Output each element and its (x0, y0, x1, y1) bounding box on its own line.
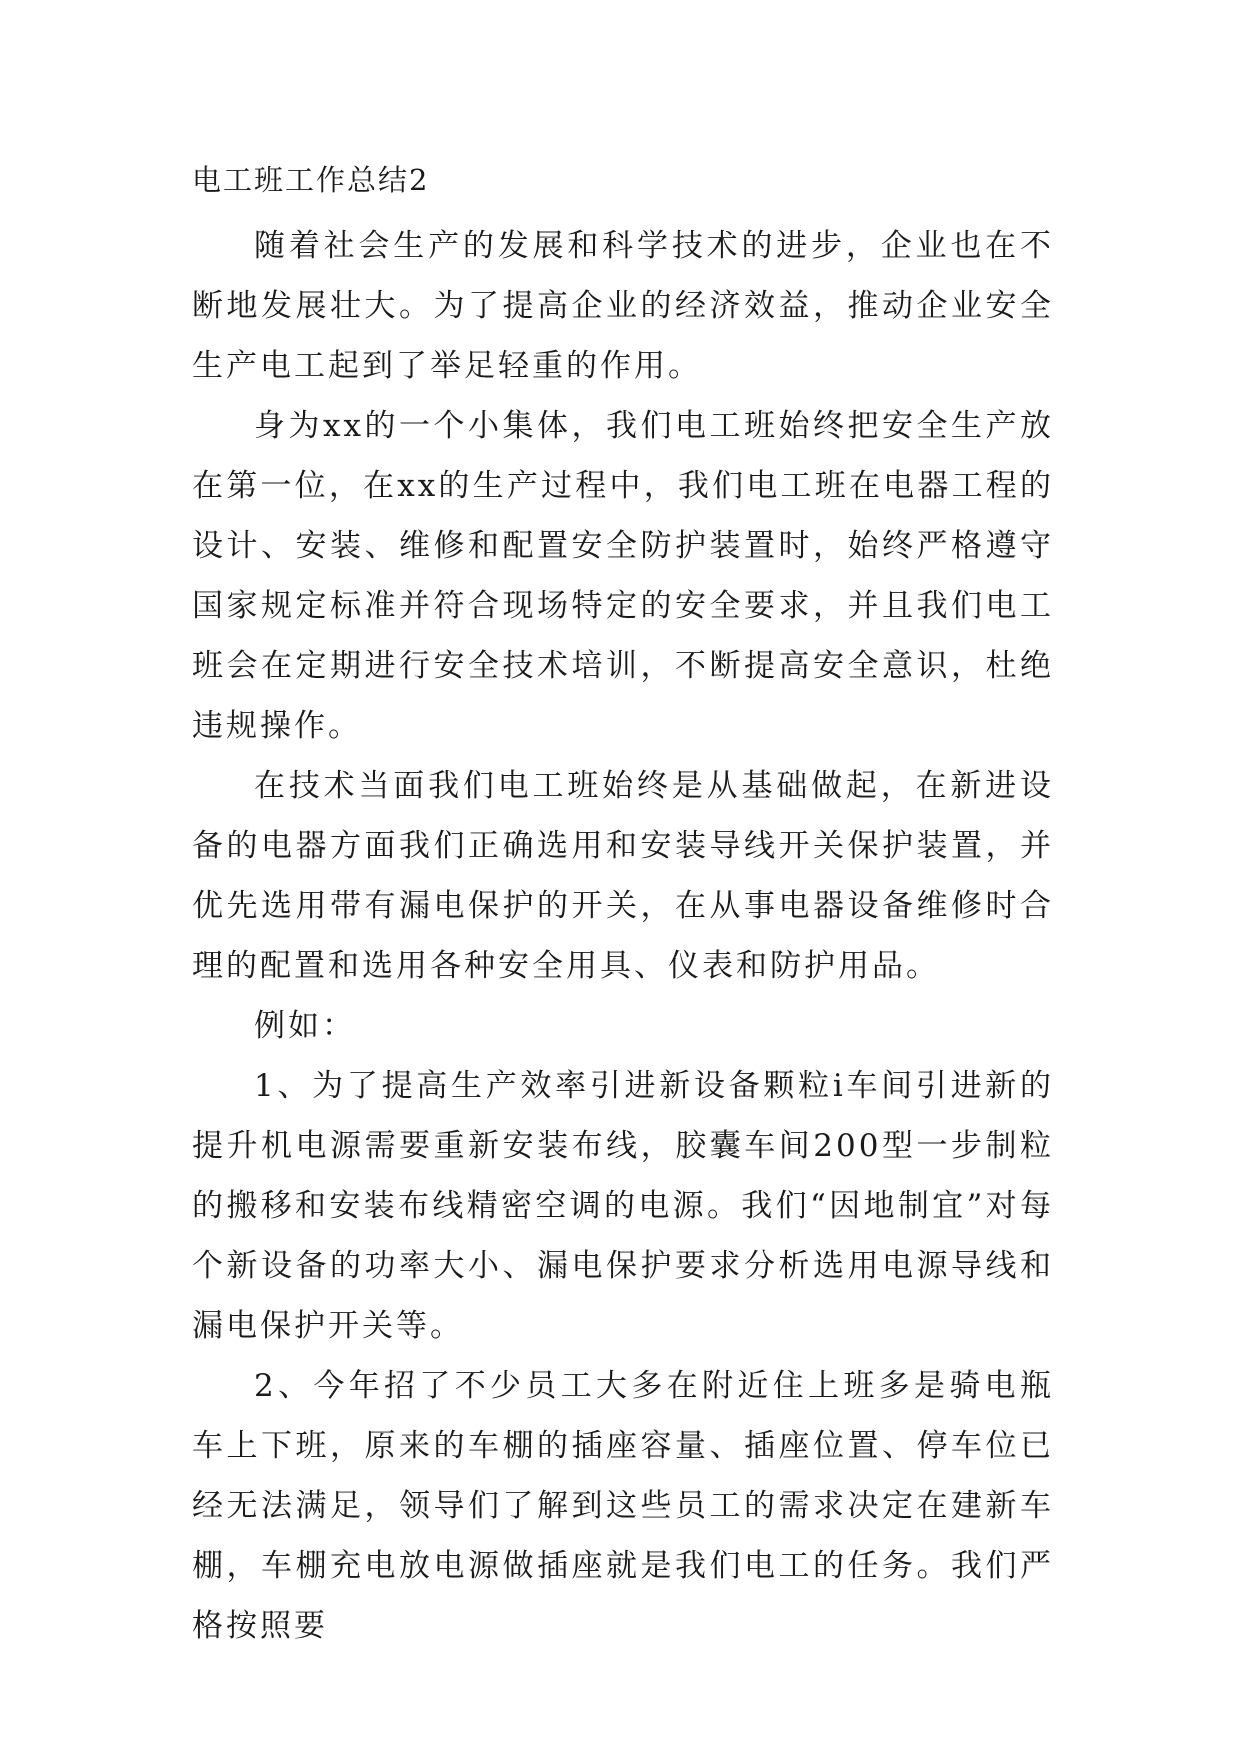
paragraph-intro: 随着社会生产的发展和科学技术的进步，企业也在不断地发展壮大。为了提高企业的经济效益，推动企业安全生产电工起到了举足轻重的作用。 (192, 228, 1054, 384)
paragraph-safety: 身为xx的一个小集体，我们电工班始终把安全生产放在第一位，在xx的生产过程中，我们电工班在电器工程的设计、安装、维修和配置安全防护装置时，始终严格遵守国家规定标准并符合现场特定的安全要求，并且我们电工班会在定期进行安全技术培训，不断提高安全意识，杜绝违规操作。 (192, 408, 1054, 744)
paragraph-example-2: 2、今年招了不少员工大多在附近住上班多是骑电瓶车上下班，原来的车棚的插座容量、插座位置、停车位已经无法满足，领导们了解到这些员工的需求决定在建新车棚，车棚充电放电源做插座就是我们电工的任务。我们严格按照要 (192, 1368, 1054, 1644)
paragraph-example-heading: 例如： (254, 1008, 356, 1044)
paragraph-example-1: 1、为了提高生产效率引进新设备颗粒i车间引进新的提升机电源需要重新安装布线，胶囊车间200型一步制粒的搬移和安装布线精密空调的电源。我们“因地制宜”对每个新设备的功率大小、漏电保护要求分析选用电源导线和漏电保护开关等。 (192, 1068, 1054, 1344)
document-body (192, 160, 1054, 1656)
document-title: 电工班工作总结2 (192, 163, 430, 197)
paragraph-technique: 在技术当面我们电工班始终是从基础做起，在新进设备的电器方面我们正确选用和安装导线开关保护装置，并优先选用带有漏电保护的开关，在从事电器设备维修时合理的配置和选用各种安全用具、仪表和防护用品。 (192, 768, 1054, 984)
